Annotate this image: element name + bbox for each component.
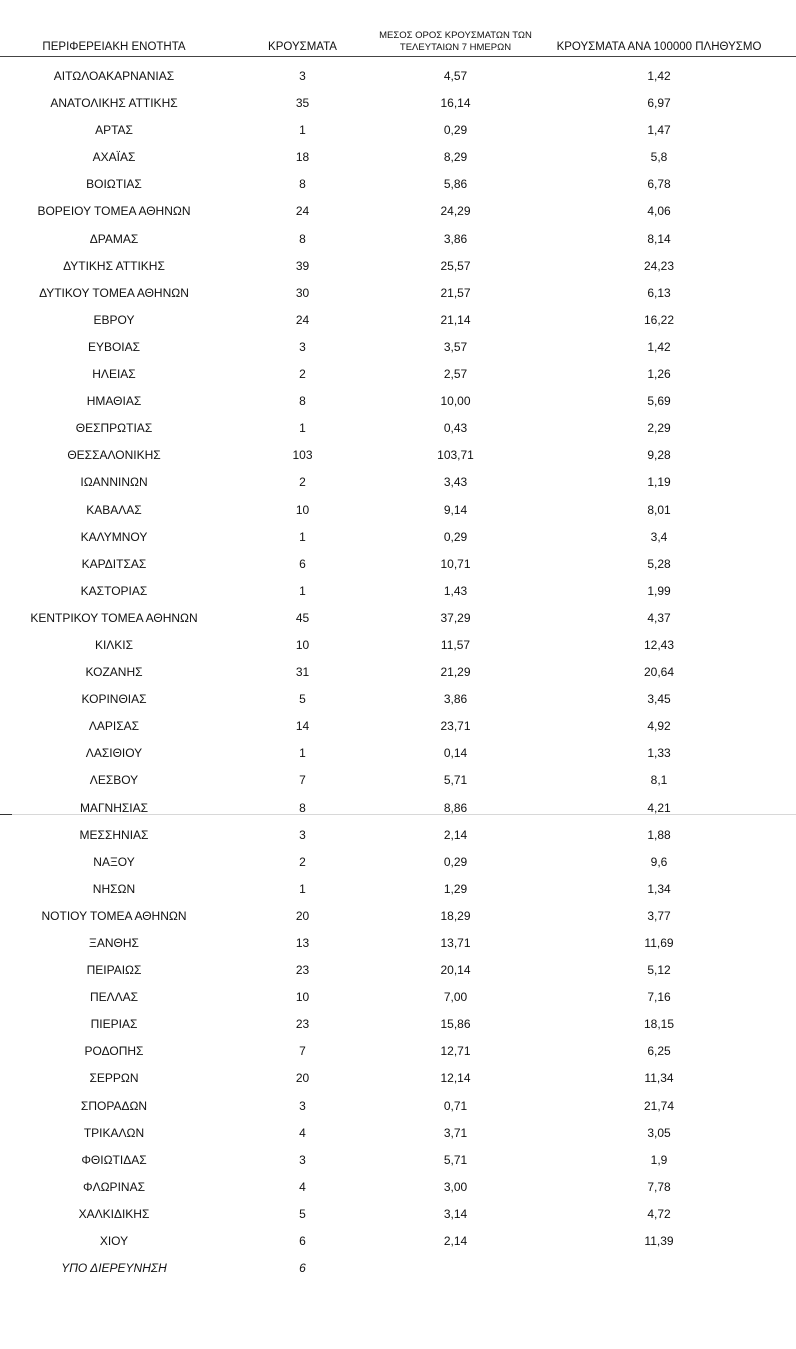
average-cell: 16,14 — [440, 96, 471, 111]
per-100k-cell: 6,78 — [647, 177, 671, 192]
table-body — [0, 62, 796, 1281]
region-cell: ΣΠΟΡΑΔΩΝ — [80, 1098, 148, 1113]
average-cell: 20,14 — [440, 963, 471, 978]
average-cell: 12,14 — [440, 1071, 471, 1086]
table-row — [0, 1227, 796, 1254]
cases-cell: 1 — [299, 746, 306, 761]
per-100k-cell: 6,97 — [647, 96, 671, 111]
average-cell: 0,29 — [443, 123, 468, 138]
per-100k-cell: 24,23 — [643, 258, 675, 273]
cases-cell: 35 — [295, 96, 310, 111]
table-row — [0, 631, 796, 658]
table-row — [0, 333, 796, 360]
per-100k-cell: 21,74 — [643, 1098, 675, 1113]
per-100k-cell: 1,34 — [647, 881, 671, 896]
cases-cell: 14 — [295, 719, 310, 734]
per-100k-cell: 5,8 — [650, 150, 668, 165]
region-cell: ΔΥΤΙΚΟΥ ΤΟΜΕΑ ΑΘΗΝΩΝ — [39, 285, 189, 300]
per-100k-cell: 1,33 — [647, 746, 671, 761]
average-cell: 25,57 — [440, 258, 471, 273]
region-cell: ΔΡΑΜΑΣ — [89, 231, 139, 246]
table-row — [0, 170, 796, 197]
table-row — [0, 658, 796, 685]
region-cell: ΜΑΓΝΗΣΙΑΣ — [79, 800, 149, 815]
per-100k-cell: 3,05 — [647, 1125, 671, 1140]
per-100k-cell: 2,29 — [647, 421, 671, 436]
average-cell: 18,29 — [440, 908, 471, 923]
header-average-line1: ΜΕΣΟΣ ΟΡΟΣ ΚΡΟΥΣΜΑΤΩΝ ΤΩΝ — [379, 30, 532, 41]
per-100k-cell: 1,19 — [647, 475, 671, 490]
table-row — [0, 712, 796, 739]
average-cell: 0,71 — [443, 1098, 468, 1113]
table-row — [0, 197, 796, 224]
per-100k-cell: 20,64 — [643, 665, 675, 680]
region-cell: ΠΕΛΛΑΣ — [89, 990, 139, 1005]
average-cell: 23,71 — [440, 719, 471, 734]
cases-cell: 3 — [299, 827, 306, 842]
table-row — [0, 62, 796, 89]
region-cell: ΒΟΙΩΤΙΑΣ — [86, 177, 142, 192]
cases-cell: 6 — [299, 1234, 306, 1249]
per-100k-cell: 6,25 — [647, 1044, 671, 1059]
region-cell: ΔΥΤΙΚΗΣ ΑΤΤΙΚΗΣ — [63, 258, 165, 273]
table-row — [0, 306, 796, 333]
average-cell: 2,57 — [443, 367, 468, 382]
per-100k-cell: 12,43 — [643, 637, 675, 652]
header-cases: ΚΡΟΥΣΜΑΤΑ — [268, 41, 337, 53]
per-100k-cell: 7,16 — [647, 990, 671, 1005]
average-cell: 24,29 — [440, 204, 471, 219]
table-row — [0, 1064, 796, 1091]
region-cell: ΝΟΤΙΟΥ ΤΟΜΕΑ ΑΘΗΝΩΝ — [41, 908, 187, 923]
per-100k-cell: 4,92 — [647, 719, 671, 734]
cases-cell: 2 — [299, 854, 306, 869]
table-row — [0, 1037, 796, 1064]
region-cell: ΞΑΝΘΗΣ — [89, 936, 139, 950]
region-cell: ΗΜΑΘΙΑΣ — [86, 394, 142, 409]
table-row — [0, 739, 796, 766]
cases-cell: 45 — [295, 610, 310, 625]
per-100k-cell: 8,14 — [647, 231, 671, 246]
per-100k-cell: 3,4 — [650, 529, 668, 544]
cases-cell: 8 — [299, 231, 306, 246]
average-cell: 13,71 — [440, 936, 471, 950]
region-cell: ΧΙΟΥ — [99, 1234, 129, 1249]
cases-cell: 10 — [295, 990, 310, 1005]
region-cell: ΑΡΤΑΣ — [95, 123, 133, 138]
region-cell: ΡΟΔΟΠΗΣ — [84, 1044, 144, 1059]
region-cell: ΒΟΡΕΙΟΥ ΤΟΜΕΑ ΑΘΗΝΩΝ — [37, 204, 191, 219]
table-row — [0, 794, 796, 821]
table-row — [0, 956, 796, 983]
header-region: ΠΕΡΙΦΕΡΕΙΑΚΗ ΕΝΟΤΗΤΑ — [42, 41, 186, 53]
per-100k-cell: 3,77 — [647, 908, 671, 923]
cases-cell: 1 — [299, 583, 306, 598]
average-cell: 10,00 — [440, 394, 471, 409]
table-row — [0, 1173, 796, 1200]
per-100k-cell: 1,99 — [647, 583, 671, 598]
table-row — [0, 387, 796, 414]
average-cell: 21,57 — [440, 285, 471, 300]
table-row — [0, 1146, 796, 1173]
average-cell: 7,00 — [443, 990, 468, 1005]
region-cell: ΛΑΡΙΣΑΣ — [88, 719, 140, 734]
region-cell: ΑΧΑΪΑΣ — [92, 150, 136, 165]
average-cell: 103,71 — [437, 448, 474, 463]
table-row — [0, 279, 796, 306]
average-cell: 3,71 — [443, 1125, 468, 1140]
region-cell: ΕΒΡΟΥ — [93, 312, 135, 327]
table-row — [0, 604, 796, 631]
average-cell: 5,86 — [443, 177, 468, 192]
average-cell: 2,14 — [443, 827, 468, 842]
table-row — [0, 875, 796, 902]
average-cell: 15,86 — [440, 1017, 471, 1032]
cases-cell: 1 — [299, 881, 306, 896]
cases-cell: 103 — [292, 448, 313, 463]
table-row — [0, 929, 796, 956]
per-100k-cell: 4,37 — [647, 610, 671, 625]
cases-cell: 10 — [295, 637, 310, 652]
cases-cell: 31 — [295, 665, 310, 680]
per-100k-cell: 11,39 — [644, 1234, 674, 1249]
under-investigation-row — [0, 1254, 796, 1281]
table-row — [0, 550, 796, 577]
cases-cell: 18 — [295, 150, 310, 165]
average-cell: 0,43 — [443, 421, 468, 436]
cases-cell: 30 — [295, 285, 310, 300]
cases-cell: 7 — [299, 1044, 306, 1059]
average-cell: 8,86 — [443, 800, 468, 815]
average-cell: 3,00 — [443, 1179, 468, 1194]
region-cell: ΚΕΝΤΡΙΚΟΥ ΤΟΜΕΑ ΑΘΗΝΩΝ — [30, 610, 198, 625]
table-row — [0, 252, 796, 279]
per-100k-cell: 1,42 — [647, 69, 671, 83]
table-row — [0, 116, 796, 143]
per-100k-cell: 8,01 — [647, 502, 671, 517]
per-100k-cell: 4,21 — [647, 800, 671, 815]
average-cell: 1,43 — [443, 583, 468, 598]
cases-cell: 1 — [299, 529, 306, 544]
per-100k-cell: 1,42 — [647, 339, 671, 354]
cases-cell: 8 — [299, 177, 306, 192]
per-100k-cell: 9,28 — [647, 448, 671, 463]
average-cell: 3,43 — [443, 475, 468, 490]
region-cell: ΕΥΒΟΙΑΣ — [87, 339, 141, 354]
region-cell: ΙΩΑΝΝΙΝΩΝ — [80, 475, 148, 490]
header-per-100k: ΚΡΟΥΣΜΑΤΑ ΑΝΑ 100000 ΠΛΗΘΥΣΜΟ — [556, 41, 762, 53]
cases-cell: 5 — [299, 1206, 306, 1221]
cases-cell: 3 — [299, 1152, 306, 1167]
cases-cell: 1 — [299, 123, 306, 138]
per-100k-cell: 5,28 — [647, 556, 671, 571]
average-cell: 9,14 — [443, 502, 468, 517]
table-row — [0, 496, 796, 523]
cases-cell: 7 — [299, 773, 306, 788]
per-100k-cell: 7,78 — [647, 1179, 671, 1194]
cases-cell: 2 — [299, 475, 306, 490]
region-cell: ΥΠΟ ΔΙΕΡΕΥΝΗΣΗ — [61, 1261, 167, 1276]
per-100k-cell: 18,15 — [643, 1017, 675, 1032]
region-cell: ΚΑΛΥΜΝΟΥ — [80, 529, 148, 544]
table-row — [0, 685, 796, 712]
cases-cell: 8 — [299, 800, 306, 815]
average-cell: 3,86 — [443, 692, 468, 707]
header-average-7-days — [368, 30, 543, 54]
per-100k-cell: 11,34 — [644, 1071, 674, 1086]
per-100k-cell: 1,47 — [647, 123, 671, 138]
region-cell: ΚΙΛΚΙΣ — [94, 637, 134, 652]
cases-cell: 6 — [299, 1261, 306, 1276]
per-100k-cell: 1,26 — [647, 367, 671, 382]
cases-cell: 13 — [295, 936, 310, 950]
cases-cell: 3 — [299, 1098, 306, 1113]
table-row — [0, 414, 796, 441]
region-cell: ΦΘΙΩΤΙΔΑΣ — [81, 1152, 147, 1167]
region-cell: ΣΕΡΡΩΝ — [89, 1071, 139, 1086]
average-cell: 10,71 — [440, 556, 471, 571]
cases-cell: 24 — [295, 312, 310, 327]
per-100k-cell: 5,69 — [647, 394, 671, 409]
table-header — [0, 0, 796, 56]
region-cell: ΘΕΣΣΑΛΟΝΙΚΗΣ — [67, 448, 161, 463]
region-cell: ΧΑΛΚΙΔΙΚΗΣ — [78, 1206, 150, 1221]
cases-cell: 20 — [295, 1071, 310, 1086]
region-cell: ΚΟΡΙΝΘΙΑΣ — [81, 692, 147, 707]
cases-cell: 5 — [299, 692, 306, 707]
cases-cell: 39 — [295, 258, 310, 273]
cases-cell: 2 — [299, 367, 306, 382]
per-100k-cell: 6,13 — [647, 285, 671, 300]
per-100k-cell: 4,06 — [647, 204, 671, 219]
region-cell: ΠΙΕΡΙΑΣ — [90, 1017, 138, 1032]
table-row — [0, 766, 796, 793]
region-cell: ΤΡΙΚΑΛΩΝ — [83, 1125, 145, 1140]
average-cell: 21,29 — [440, 665, 471, 680]
cases-cell: 20 — [295, 908, 310, 923]
table-row — [0, 821, 796, 848]
average-cell: 0,14 — [443, 746, 468, 761]
cases-cell: 3 — [299, 339, 306, 354]
table-row — [0, 902, 796, 929]
table-row — [0, 225, 796, 252]
region-cell: ΛΕΣΒΟΥ — [89, 773, 139, 788]
average-cell: 4,57 — [443, 69, 468, 83]
table-row — [0, 468, 796, 495]
cases-cell: 8 — [299, 394, 306, 409]
per-100k-cell: 3,45 — [647, 692, 671, 707]
cases-cell: 24 — [295, 204, 310, 219]
header-divider — [0, 56, 796, 57]
per-100k-cell: 16,22 — [643, 312, 675, 327]
average-cell: 21,14 — [440, 312, 471, 327]
table-row — [0, 983, 796, 1010]
table-row — [0, 577, 796, 604]
per-100k-cell: 5,12 — [647, 963, 671, 978]
per-100k-cell: 11,69 — [644, 936, 674, 950]
average-cell: 11,57 — [440, 637, 471, 652]
region-cell: ΘΕΣΠΡΩΤΙΑΣ — [75, 421, 153, 436]
region-cell: ΚΑΒΑΛΑΣ — [86, 502, 142, 517]
per-100k-cell: 8,1 — [650, 773, 668, 788]
region-cell: ΚΟΖΑΝΗΣ — [85, 665, 143, 680]
region-cell: ΝΗΣΩΝ — [92, 881, 136, 896]
table-row — [0, 1119, 796, 1146]
table-row — [0, 523, 796, 550]
cases-cell: 4 — [299, 1179, 306, 1194]
table-row — [0, 143, 796, 170]
average-cell: 3,57 — [443, 339, 468, 354]
table-row — [0, 360, 796, 387]
table-row — [0, 441, 796, 468]
cases-cell: 10 — [295, 502, 310, 517]
average-cell: 5,71 — [443, 1152, 468, 1167]
region-cell: ΑΝΑΤΟΛΙΚΗΣ ΑΤΤΙΚΗΣ — [50, 96, 178, 111]
cases-cell: 1 — [299, 421, 306, 436]
region-cell: ΝΑΞΟΥ — [93, 854, 135, 869]
average-cell: 3,86 — [443, 231, 468, 246]
cases-cell: 4 — [299, 1125, 306, 1140]
table-row — [0, 1200, 796, 1227]
region-cell: ΠΕΙΡΑΙΩΣ — [86, 963, 142, 978]
cases-cell: 6 — [299, 556, 306, 571]
average-cell: 8,29 — [443, 150, 468, 165]
average-cell: 3,14 — [443, 1206, 468, 1221]
region-cell: ΚΑΡΔΙΤΣΑΣ — [81, 556, 147, 571]
per-100k-cell: 9,6 — [650, 854, 668, 869]
average-cell: 1,29 — [443, 881, 468, 896]
table-row — [0, 1010, 796, 1037]
table-row — [0, 848, 796, 875]
cases-cell: 23 — [295, 1017, 310, 1032]
average-cell: 0,29 — [443, 854, 468, 869]
average-cell: 0,29 — [443, 529, 468, 544]
per-100k-cell: 1,9 — [650, 1152, 668, 1167]
region-cell: ΜΕΣΣΗΝΙΑΣ — [79, 827, 149, 842]
region-cell: ΦΛΩΡΙΝΑΣ — [83, 1179, 145, 1194]
average-cell: 37,29 — [440, 610, 471, 625]
region-cell: ΚΑΣΤΟΡΙΑΣ — [80, 583, 148, 598]
average-cell: 5,71 — [443, 773, 468, 788]
region-cell: ΗΛΕΙΑΣ — [92, 367, 136, 382]
cases-cell: 3 — [299, 69, 306, 83]
average-cell: 2,14 — [443, 1234, 468, 1249]
per-100k-cell: 1,88 — [647, 827, 671, 842]
cases-cell: 23 — [295, 963, 310, 978]
average-cell: 12,71 — [440, 1044, 471, 1059]
table-row — [0, 89, 796, 116]
header-average-line2: ΤΕΛΕΥΤΑΙΩΝ 7 ΗΜΕΡΩΝ — [399, 42, 512, 53]
region-cell: ΛΑΣΙΘΙΟΥ — [85, 746, 143, 761]
table-row — [0, 1092, 796, 1119]
per-100k-cell: 4,72 — [647, 1206, 671, 1221]
region-cell: ΑΙΤΩΛΟΑΚΑΡΝΑΝΙΑΣ — [53, 69, 175, 83]
